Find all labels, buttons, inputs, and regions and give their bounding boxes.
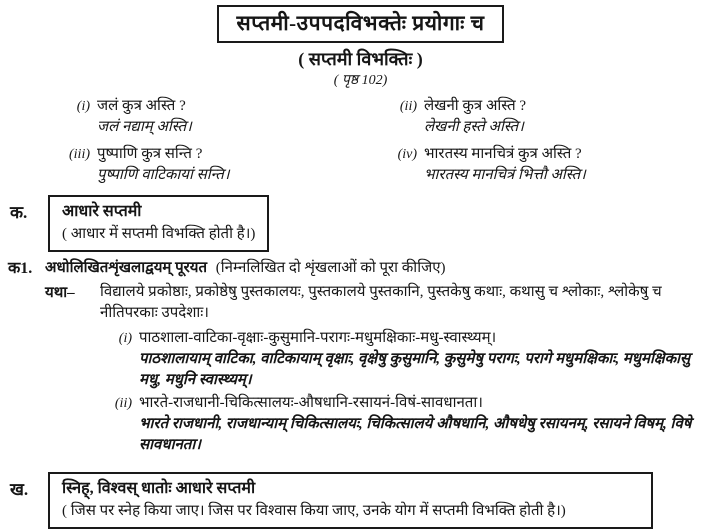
qa-number: (iv): [397, 147, 417, 162]
chain-answer: भारते राजधानी, राजधान्याम् चिकित्सालयः, चिकित्सालये औषधानि, औषधेषु रसायनम्, रसायने विषम्, विषे सावधानता।: [139, 416, 692, 453]
section-kha-label: ख.: [10, 480, 29, 499]
header: [0, 0, 721, 43]
qa-item-3: [56, 144, 383, 186]
qa-question: लेखनी कुत्र अस्ति ?: [424, 98, 527, 114]
qa-answer: पुष्पाणि वाटिकायां सन्ति।: [97, 167, 230, 183]
exercise-item-number: (ii): [114, 396, 132, 411]
qa-item-4: [383, 144, 721, 186]
section-ka-label: क.: [10, 203, 28, 222]
exercise-item-2: [104, 393, 721, 456]
yatha-example-row: [45, 282, 721, 324]
chapter-title-box: [217, 5, 505, 43]
rule-heading: स्निह्, विश्वस् धातोः आधारे सप्तमी: [62, 480, 256, 497]
qa-question: भारतस्य मानचित्रं कुत्र अस्ति ?: [424, 146, 582, 162]
page-reference: ( पृष्ठ 102): [333, 73, 388, 88]
exercise-heading-row: [0, 258, 721, 279]
qa-item-1: [56, 96, 383, 138]
qa-question-row: [56, 144, 383, 165]
rule-heading: आधारे सप्तमी: [62, 203, 142, 220]
section-ka1-label: क1.: [8, 260, 33, 277]
section-ka: [0, 195, 721, 252]
rule-explanation: ( आधार में सप्तमी विभक्ति होती है।): [62, 226, 256, 242]
exercise-item-number: (i): [118, 331, 132, 346]
qa-number: (i): [76, 99, 90, 114]
example-qa-grid: [56, 96, 721, 186]
qa-question-row: [383, 144, 721, 165]
exercise-item-1: [104, 328, 721, 391]
yatha-label: यथा–: [45, 285, 75, 301]
qa-item-2: [383, 96, 721, 138]
qa-question-row: [383, 96, 721, 117]
yatha-text: विद्यालये प्रकोष्ठाः, प्रकोष्ठेषु पुस्तकालयः, पुस्तकालये पुस्तकानि, पुस्तकेषु कथाः, कथासु च श्लोकाः, श्लोकेषु च नीतिपरकाः उपदेशाः।: [100, 284, 662, 321]
qa-answer: भारतस्य मानचित्रं भित्तौ अस्ति।: [424, 167, 586, 183]
word-chain: भारते-राजधानी-चिकित्सालयः-औषधानि-रसायनं-विषं-सावधानता।: [139, 395, 483, 411]
chapter-subtitle: ( सप्तमी विभक्तिः ): [298, 49, 423, 69]
section-kha-rule-box: [48, 472, 653, 529]
qa-answer: जलं नद्याम् अस्ति।: [97, 119, 192, 135]
qa-question: पुष्पाणि कुत्र सन्ति ?: [97, 146, 203, 162]
qa-number: (ii): [399, 99, 417, 114]
chapter-title: सप्तमी-उपपदविभक्तेः प्रयोगाः च: [236, 11, 485, 35]
section-ka-rule-box: [48, 195, 269, 252]
rule-explanation: ( जिस पर स्नेह किया जाए। जिस पर विश्वास किया जाए, उनके योग में सप्तमी विभक्ति होती है।): [62, 503, 566, 519]
qa-answer: लेखनी हस्ते अस्ति।: [424, 119, 524, 135]
exercise-instruction-hindi: (निम्नलिखित दो शृंखलाओं को पूरा कीजिए): [215, 260, 446, 276]
section-kha: [0, 472, 721, 529]
exercise-instruction-sanskrit: अधोलिखितशृंखलाद्वयम् पूरयत: [45, 260, 208, 276]
qa-number: (iii): [69, 147, 90, 162]
qa-question: जलं कुत्र अस्ति ?: [97, 98, 186, 114]
word-chain: पाठशाला-वाटिका-वृक्षाः-कुसुमानि-परागः-मधुमक्षिकाः-मधु-स्वास्थ्यम्।: [139, 330, 497, 346]
section-ka1: [0, 258, 721, 456]
qa-question-row: [56, 96, 383, 117]
chain-answer: पाठशालायाम् वाटिका, वाटिकायाम् वृक्षाः, वृक्षेषु कुसुमानि, कुसुमेषु परागः, परागे मधुमक्षिकाः, मधुमक्षिकासु मधु, मधुनि स्वास्थ्यम्।: [139, 351, 691, 388]
